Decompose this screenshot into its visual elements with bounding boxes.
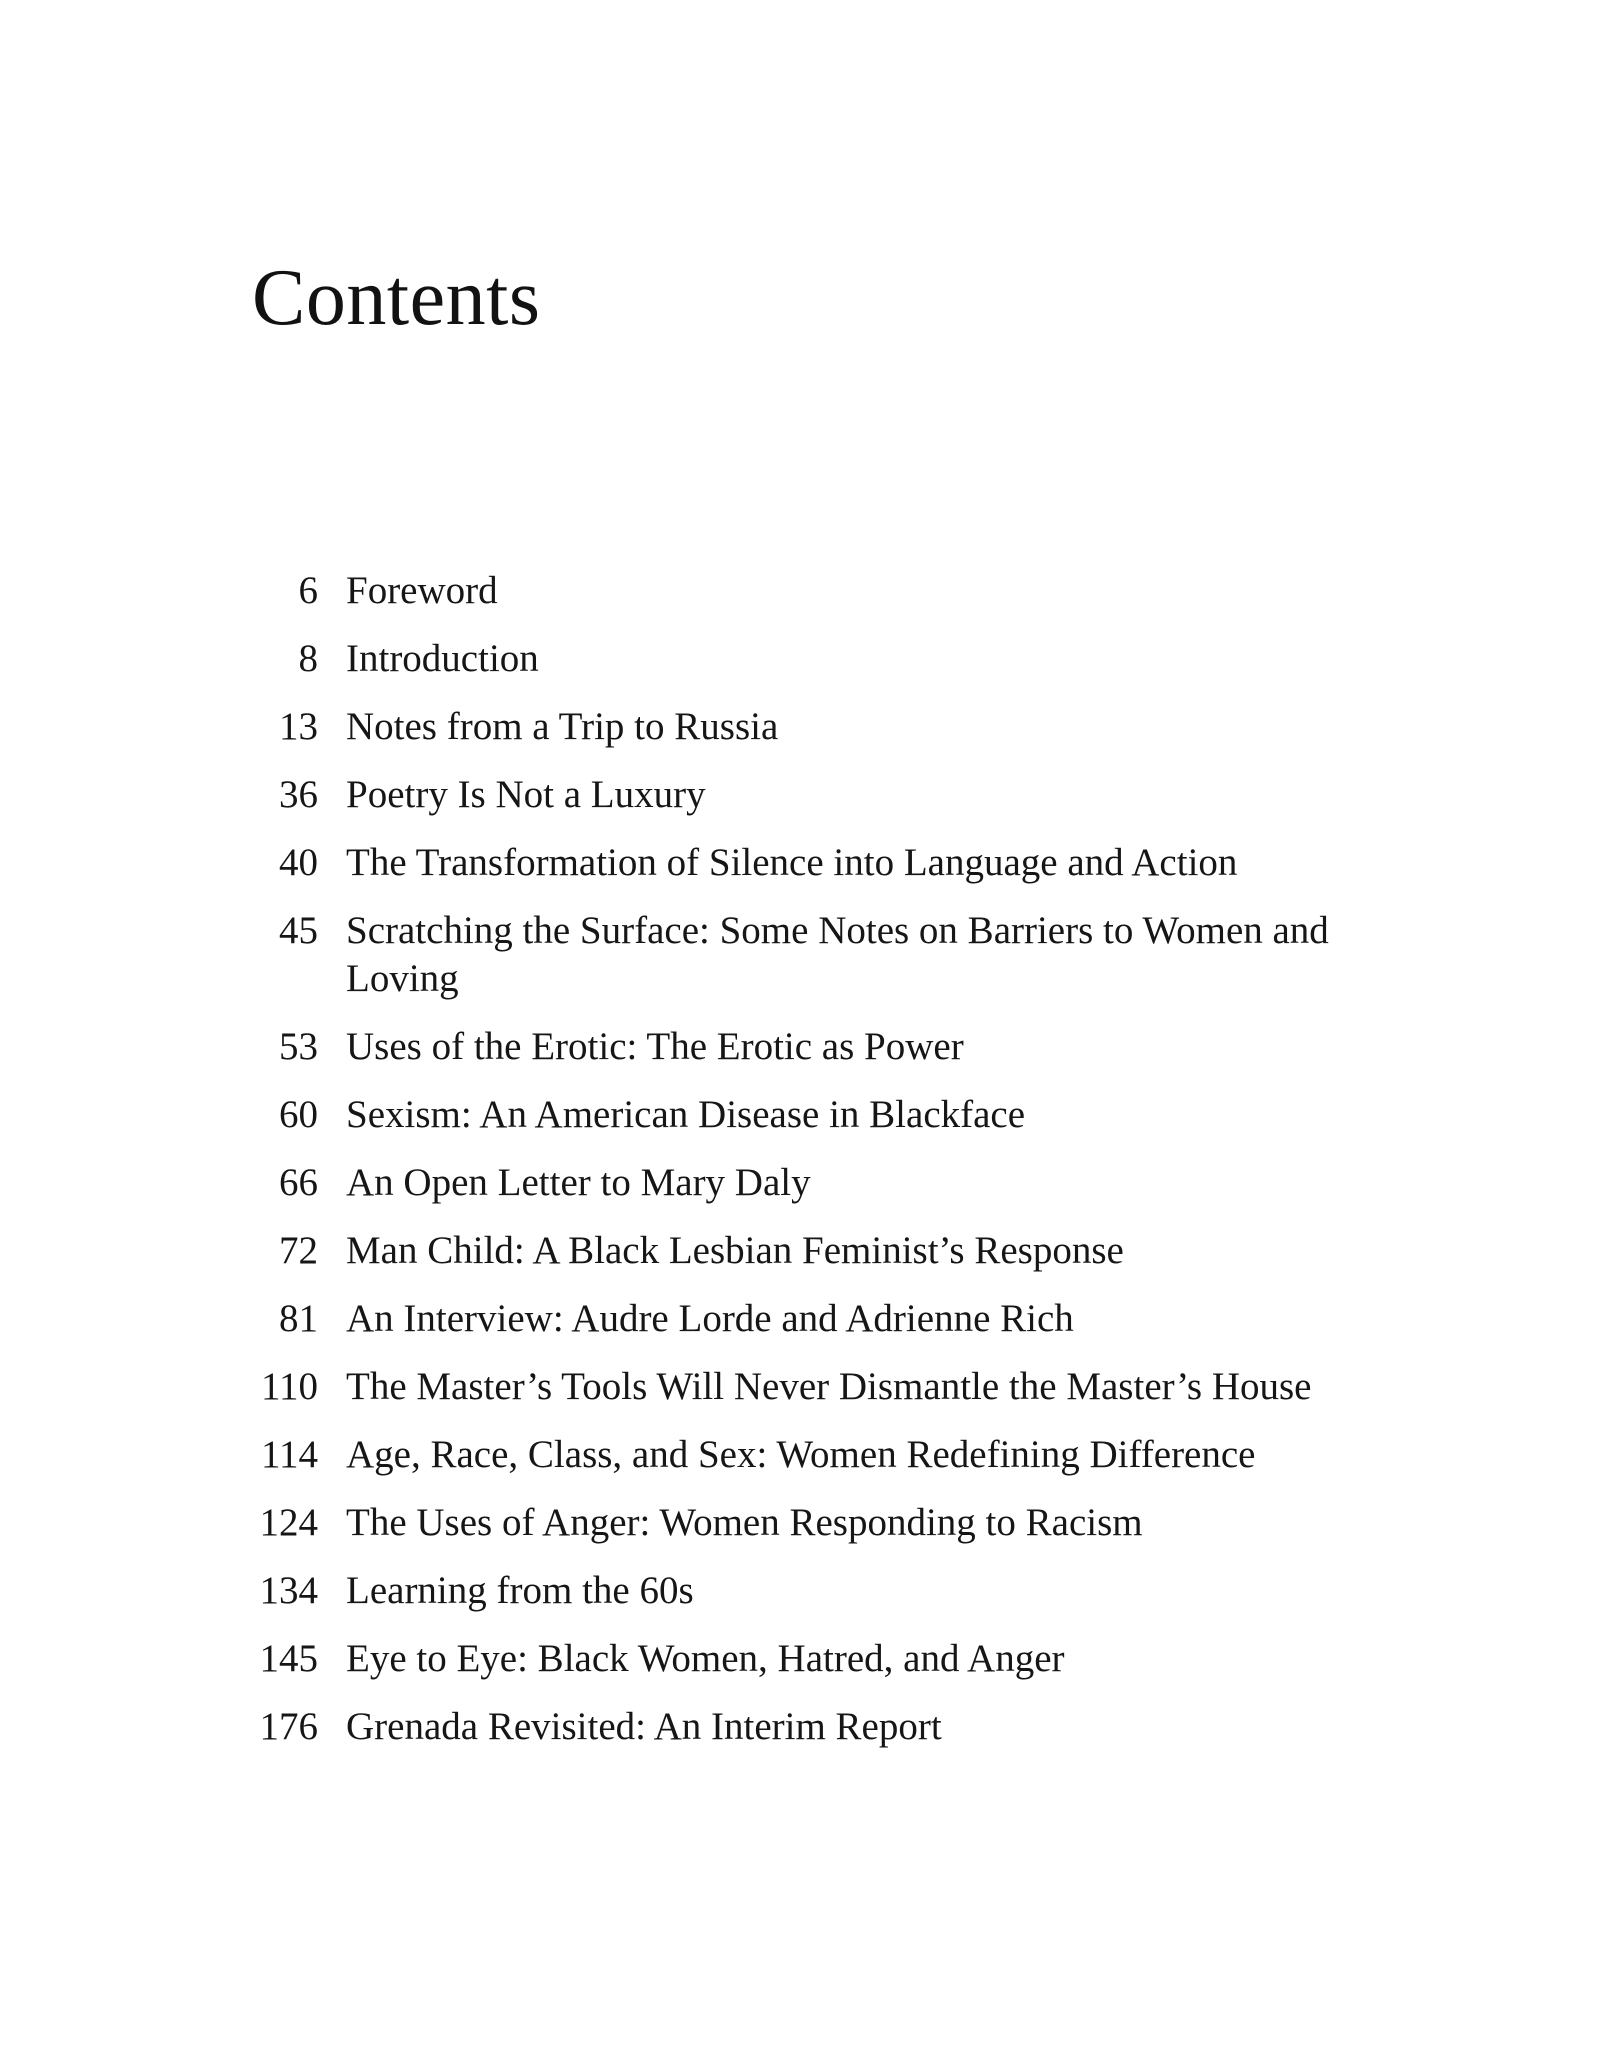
toc-entry-title: Eye to Eye: Black Women, Hatred, and Anger: [346, 1637, 1065, 1680]
toc-page-number: 13: [279, 705, 318, 748]
toc-entry: [240, 1023, 1390, 1071]
toc-page-number: 60: [279, 1093, 318, 1136]
toc-entry-title: Learning from the 60s: [346, 1569, 694, 1612]
table-of-contents: [240, 567, 1390, 1771]
toc-page-number: 36: [279, 773, 318, 816]
toc-entry-title: Age, Race, Class, and Sex: Women Redefining Difference: [346, 1433, 1256, 1476]
toc-entry: [240, 907, 1390, 1003]
toc-entry-title: The Uses of Anger: Women Responding to Racism: [346, 1501, 1143, 1544]
toc-entry-title: An Open Letter to Mary Daly: [346, 1161, 811, 1204]
toc-entry-title: Introduction: [346, 637, 539, 680]
toc-entry-title: Grenada Revisited: An Interim Report: [346, 1705, 942, 1748]
toc-page-number: 40: [279, 841, 318, 884]
toc-entry: [240, 635, 1390, 683]
toc-entry-title: The Transformation of Silence into Language and Action: [346, 841, 1238, 884]
toc-entry: [240, 771, 1390, 819]
toc-entry-title: Poetry Is Not a Luxury: [346, 773, 706, 816]
toc-entry: [240, 1431, 1390, 1479]
toc-entry-title: Man Child: A Black Lesbian Feminist’s Response: [346, 1229, 1124, 1272]
toc-entry-title: Notes from a Trip to Russia: [346, 705, 779, 748]
toc-entry-title: Sexism: An American Disease in Blackface: [346, 1093, 1026, 1136]
toc-entry-title: Uses of the Erotic: The Erotic as Power: [346, 1025, 964, 1068]
toc-page-number: 6: [298, 569, 318, 612]
toc-entry-title: Scratching the Surface: Some Notes on Barriers to Women and Loving: [346, 909, 1329, 1000]
toc-entry: [240, 1159, 1390, 1207]
toc-page-number: 114: [260, 1433, 318, 1476]
toc-entry: [240, 703, 1390, 751]
toc-page-number: 134: [259, 1569, 318, 1612]
toc-entry: [240, 1363, 1390, 1411]
toc-entry: [240, 1499, 1390, 1547]
toc-entry-title: An Interview: Audre Lorde and Adrienne Rich: [346, 1297, 1074, 1340]
toc-page-number: 66: [279, 1161, 318, 1204]
toc-page-number: 124: [259, 1501, 318, 1544]
toc-entry: [240, 1091, 1390, 1139]
toc-entry: [240, 1635, 1390, 1683]
toc-page-number: 176: [259, 1705, 318, 1748]
toc-page-number: 45: [279, 909, 318, 952]
toc-entry: [240, 1567, 1390, 1615]
toc-entry: [240, 839, 1390, 887]
toc-entry-title: The Master’s Tools Will Never Dismantle the Master’s House: [346, 1365, 1312, 1408]
toc-page-number: 81: [279, 1297, 318, 1340]
toc-page-number: 8: [298, 637, 318, 680]
toc-entry-title: Foreword: [346, 569, 498, 612]
toc-entry: [240, 567, 1390, 615]
toc-page-number: 145: [259, 1637, 318, 1680]
page-title: Contents: [252, 254, 541, 342]
toc-entry: [240, 1703, 1390, 1751]
toc-entry: [240, 1227, 1390, 1275]
toc-page-number: 72: [279, 1229, 318, 1272]
toc-page-number: 53: [279, 1025, 318, 1068]
toc-entry: [240, 1295, 1390, 1343]
toc-page-number: 110: [260, 1365, 318, 1408]
